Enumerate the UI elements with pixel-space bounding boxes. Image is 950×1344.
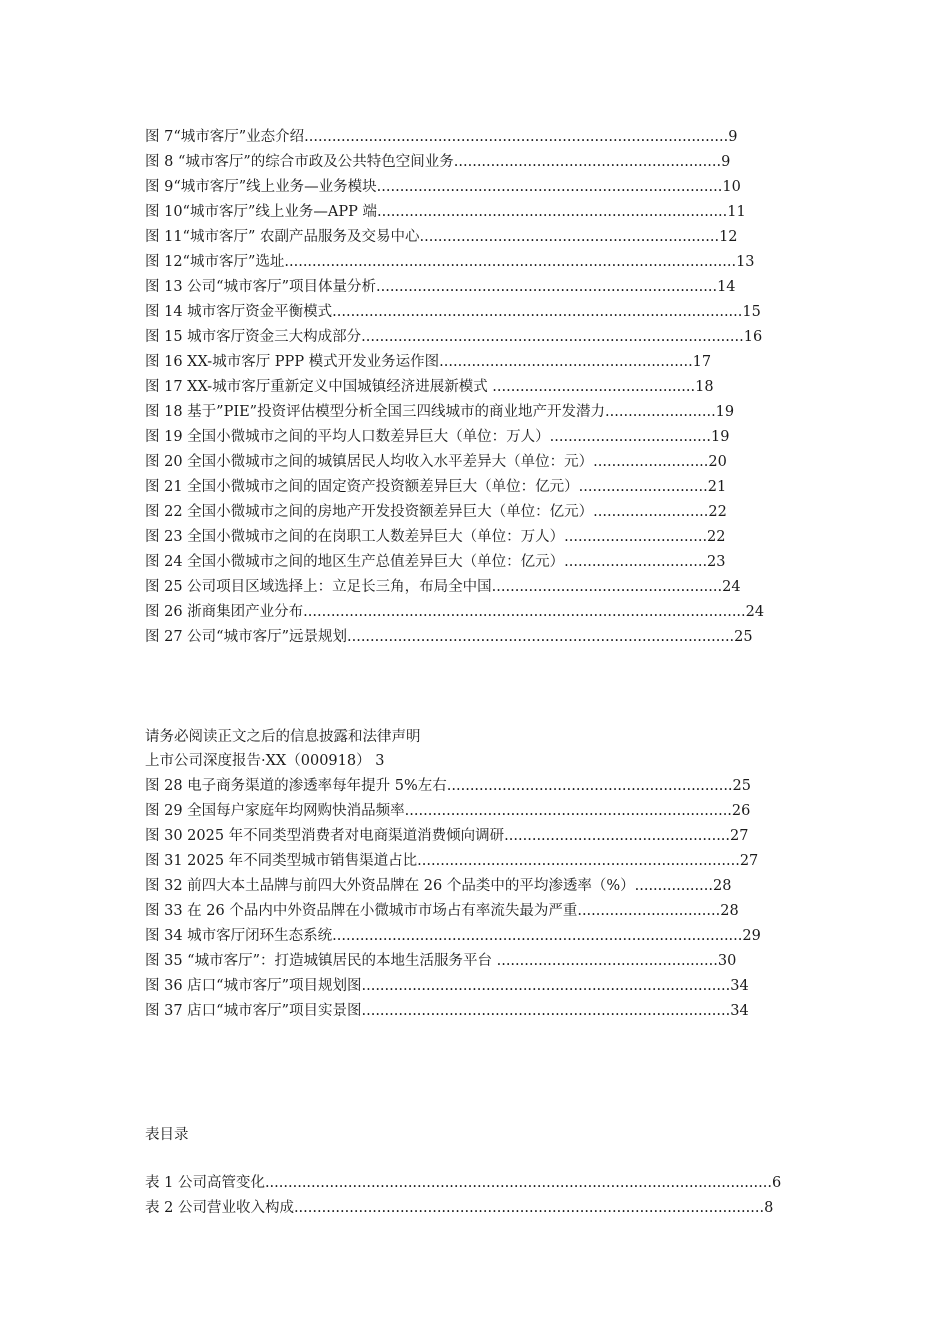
toc-entry[interactable]: 图 27 公司“城市客厅”远景规划....................................................................................25 xyxy=(145,629,753,645)
toc-entry[interactable]: 图 23 全国小微城市之间的在岗职工人数差异巨大（单位：万人）...............................22 xyxy=(145,529,726,545)
table-toc-title: 表目录 xyxy=(145,1127,189,1143)
toc-entry[interactable]: 图 25 公司项目区域选择上：立足长三角，布局全中国..................................................24 xyxy=(145,579,741,595)
toc-entry[interactable]: 表 1 公司高管变化..............................................................................................................6 xyxy=(145,1175,782,1191)
toc-entry[interactable]: 图 14 城市客厅资金平衡模式.........................................................................................15 xyxy=(145,304,761,320)
toc-entry[interactable]: 图 28 电子商务渠道的渗透率每年提升 5%左右..............................................................25 xyxy=(145,778,751,794)
toc-entry[interactable]: 图 32 前四大本土品牌与前四大外资品牌在 26 个品类中的平均渗透率（%）.................28 xyxy=(145,878,732,894)
toc-entry[interactable]: 图 19 全国小微城市之间的平均人口数差异巨大（单位：万人）...................................19 xyxy=(145,429,730,445)
toc-entry[interactable]: 图 16 XX-城市客厅 PPP 模式开发业务运作图.......................................................17 xyxy=(145,354,712,370)
toc-entry[interactable]: 图 9“城市客厅”线上业务—业务模块...........................................................................10 xyxy=(145,179,741,195)
toc-entry[interactable]: 图 13 公司“城市客厅”项目体量分析..........................................................................14 xyxy=(145,279,736,295)
toc-entry[interactable]: 图 11“城市客厅” 农副产品服务及交易中心.................................................................12 xyxy=(145,229,738,245)
toc-entry[interactable]: 图 10“城市客厅”线上业务—APP 端............................................................................11 xyxy=(145,204,746,220)
toc-entry[interactable]: 图 37 店口“城市客厅”项目实景图................................................................................34 xyxy=(145,1003,749,1019)
toc-entry[interactable]: 图 36 店口“城市客厅”项目规划图................................................................................34 xyxy=(145,978,749,994)
toc-entry[interactable]: 图 20 全国小微城市之间的城镇居民人均收入水平差异大（单位：元）.........................20 xyxy=(145,454,727,470)
report-header: 上市公司深度报告·XX（000918） 3 xyxy=(145,753,385,769)
toc-entry[interactable]: 图 26 浙商集团产业分布................................................................................................24 xyxy=(145,604,765,620)
toc-entry[interactable]: 图 12“城市客厅”选址..................................................................................................13 xyxy=(145,254,755,270)
toc-entry[interactable]: 图 21 全国小微城市之间的固定资产投资额差异巨大（单位：亿元）............................21 xyxy=(145,479,727,495)
toc-entry[interactable]: 图 31 2025 年不同类型城市销售渠道占比......................................................................27 xyxy=(145,853,759,869)
toc-entry[interactable]: 图 34 城市客厅闭环生态系统.........................................................................................29 xyxy=(145,928,761,944)
toc-entry[interactable]: 图 18 基于”PIE”投资评估模型分析全国三四线城市的商业地产开发潜力........................19 xyxy=(145,404,735,420)
disclaimer-text: 请务必阅读正文之后的信息披露和法律声明 xyxy=(145,729,421,745)
toc-entry[interactable]: 图 35 “城市客厅”：打造城镇居民的本地生活服务平台 ................................................30 xyxy=(145,953,737,969)
toc-entry[interactable]: 图 30 2025 年不同类型消费者对电商渠道消费倾向调研.................................................27 xyxy=(145,828,749,844)
toc-entry[interactable]: 图 17 XX-城市客厅重新定义中国城镇经济进展新模式 ............................................18 xyxy=(145,379,714,395)
toc-entry[interactable]: 图 15 城市客厅资金三大构成部分...................................................................................16 xyxy=(145,329,763,345)
toc-entry[interactable]: 图 33 在 26 个品内中外资品牌在小微城市市场占有率流失最为严重...............................28 xyxy=(145,903,739,919)
toc-entry[interactable]: 图 22 全国小微城市之间的房地产开发投资额差异巨大（单位：亿元）.........................22 xyxy=(145,504,727,520)
toc-entry[interactable]: 图 24 全国小微城市之间的地区生产总值差异巨大（单位：亿元）...............................23 xyxy=(145,554,726,570)
toc-entry[interactable]: 图 29 全国每户家庭年均网购快消品频率.......................................................................26 xyxy=(145,803,751,819)
toc-entry[interactable]: 图 7“城市客厅”业态介绍............................................................................................9 xyxy=(145,129,738,145)
toc-entry[interactable]: 表 2 公司营业收入构成......................................................................................................8 xyxy=(145,1200,774,1216)
toc-entry[interactable]: 图 8 “城市客厅”的综合市政及公共特色空间业务..........................................................9 xyxy=(145,154,731,170)
